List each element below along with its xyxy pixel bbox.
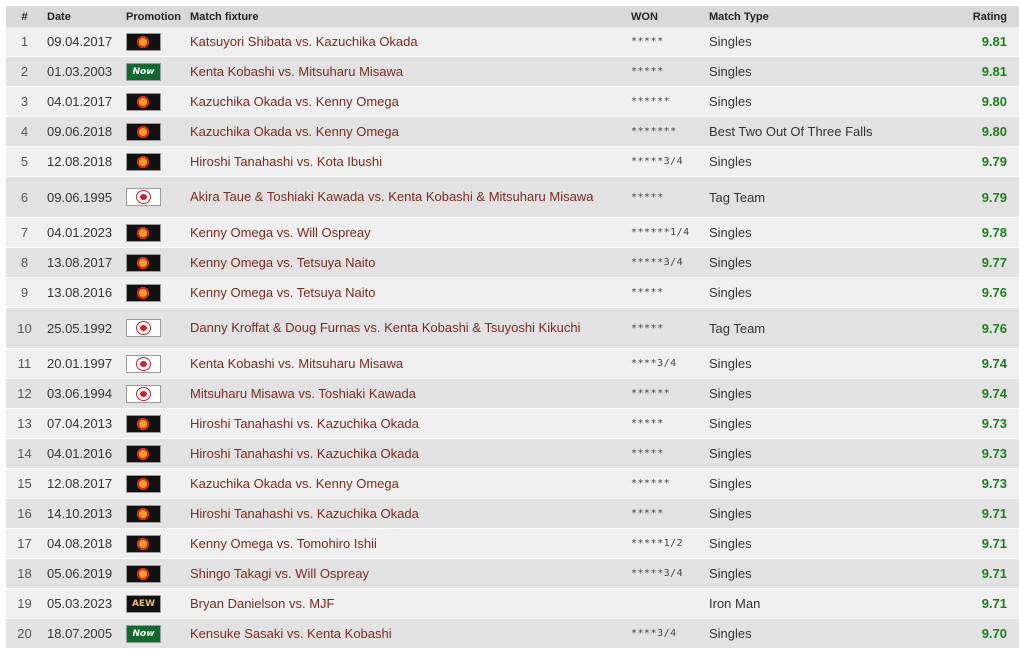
- row-date: 04.01.2023: [43, 218, 122, 248]
- header-number[interactable]: #: [6, 6, 43, 27]
- row-promotion: [122, 278, 186, 308]
- row-won-stars: [627, 589, 705, 619]
- table-row: [6, 87, 1019, 117]
- row-won-stars: ****3/4: [627, 349, 705, 379]
- row-date: 03.06.1994: [43, 379, 122, 409]
- header-date[interactable]: Date: [43, 6, 122, 27]
- table-header-row: [6, 6, 1019, 27]
- row-rating: 9.71: [924, 529, 1019, 559]
- row-match-type: Singles: [705, 278, 924, 308]
- row-rating: 9.73: [924, 439, 1019, 469]
- row-won-stars: ******: [627, 87, 705, 117]
- row-match-fixture-link[interactable]: Hiroshi Tanahashi vs. Kazuchika Okada: [186, 439, 627, 469]
- row-promotion: [122, 589, 186, 619]
- row-rank: 7: [6, 218, 43, 248]
- table-row: [6, 499, 1019, 529]
- row-rank: 12: [6, 379, 43, 409]
- row-won-stars: *****: [627, 308, 705, 349]
- row-won-stars: *****: [627, 439, 705, 469]
- noah-logo-icon[interactable]: [126, 625, 161, 643]
- table-row: [6, 379, 1019, 409]
- table-row: [6, 439, 1019, 469]
- row-match-type: Singles: [705, 218, 924, 248]
- header-match-type[interactable]: Match Type: [705, 6, 924, 27]
- row-date: 07.04.2013: [43, 409, 122, 439]
- row-match-type: Singles: [705, 529, 924, 559]
- row-match-fixture-link[interactable]: Kenny Omega vs. Will Ospreay: [186, 218, 627, 248]
- row-rank: 9: [6, 278, 43, 308]
- row-rating: 9.81: [924, 27, 1019, 57]
- ajpw-logo-icon[interactable]: [126, 188, 161, 206]
- row-won-stars: *****: [627, 177, 705, 218]
- row-match-fixture-link[interactable]: Kenny Omega vs. Tetsuya Naito: [186, 248, 627, 278]
- header-won[interactable]: WON: [627, 6, 705, 27]
- row-promotion: [122, 529, 186, 559]
- row-match-type: Singles: [705, 439, 924, 469]
- row-promotion: [122, 499, 186, 529]
- row-promotion: [122, 619, 186, 649]
- row-match-type: Singles: [705, 499, 924, 529]
- row-rating: 9.80: [924, 87, 1019, 117]
- njpw-logo-icon[interactable]: [126, 535, 161, 553]
- table-row: [6, 529, 1019, 559]
- row-rating: 9.74: [924, 349, 1019, 379]
- row-rank: 18: [6, 559, 43, 589]
- row-won-stars: ****3/4: [627, 619, 705, 649]
- row-rating: 9.71: [924, 559, 1019, 589]
- row-rank: 2: [6, 57, 43, 87]
- row-won-stars: ******: [627, 379, 705, 409]
- row-rating: 9.78: [924, 218, 1019, 248]
- row-rank: 15: [6, 469, 43, 499]
- row-rating: 9.81: [924, 57, 1019, 87]
- row-won-stars: *****: [627, 57, 705, 87]
- row-won-stars: *****: [627, 278, 705, 308]
- table-row: [6, 409, 1019, 439]
- row-match-type: Tag Team: [705, 308, 924, 349]
- row-date: 18.07.2005: [43, 619, 122, 649]
- row-match-fixture-link[interactable]: Kenta Kobashi vs. Mitsuharu Misawa: [186, 349, 627, 379]
- row-match-type: Singles: [705, 57, 924, 87]
- row-won-stars: *****: [627, 409, 705, 439]
- row-match-fixture-link[interactable]: Hiroshi Tanahashi vs. Kazuchika Okada: [186, 499, 627, 529]
- row-match-fixture-link[interactable]: Kenta Kobashi vs. Mitsuharu Misawa: [186, 57, 627, 87]
- table-row: [6, 117, 1019, 147]
- row-won-stars: *****3/4: [627, 248, 705, 278]
- row-match-type: Singles: [705, 409, 924, 439]
- row-rating: 9.77: [924, 248, 1019, 278]
- row-date: 05.06.2019: [43, 559, 122, 589]
- table-row: [6, 57, 1019, 87]
- row-rank: 6: [6, 177, 43, 218]
- match-ratings-table: [6, 6, 1019, 649]
- table-row: [6, 177, 1019, 218]
- row-date: 12.08.2017: [43, 469, 122, 499]
- row-date: 04.08.2018: [43, 529, 122, 559]
- table-row: [6, 469, 1019, 499]
- table-row: [6, 147, 1019, 177]
- header-promotion[interactable]: Promotion: [122, 6, 186, 27]
- row-rating: 9.79: [924, 177, 1019, 218]
- njpw-logo-icon[interactable]: [126, 123, 161, 141]
- row-rank: 5: [6, 147, 43, 177]
- header-rating[interactable]: Rating: [924, 6, 1019, 27]
- table-row: [6, 27, 1019, 57]
- row-match-type: Singles: [705, 248, 924, 278]
- row-rating: 9.79: [924, 147, 1019, 177]
- row-promotion: [122, 87, 186, 117]
- row-rating: 9.80: [924, 117, 1019, 147]
- row-date: 09.06.2018: [43, 117, 122, 147]
- promotion-logo-text: AEW: [131, 598, 156, 609]
- row-match-type: Singles: [705, 349, 924, 379]
- row-promotion: [122, 177, 186, 218]
- row-match-fixture-link[interactable]: Shingo Takagi vs. Will Ospreay: [186, 559, 627, 589]
- njpw-logo-icon[interactable]: [126, 153, 161, 171]
- row-date: 04.01.2017: [43, 87, 122, 117]
- njpw-logo-icon[interactable]: [126, 565, 161, 583]
- row-won-stars: *****1/2: [627, 529, 705, 559]
- njpw-logo-icon[interactable]: [126, 224, 161, 242]
- table-row: [6, 278, 1019, 308]
- row-rank: 10: [6, 308, 43, 349]
- row-promotion: [122, 57, 186, 87]
- row-match-fixture-link[interactable]: Kensuke Sasaki vs. Kenta Kobashi: [186, 619, 627, 649]
- row-won-stars: ******: [627, 469, 705, 499]
- row-promotion: [122, 308, 186, 349]
- row-match-type: Singles: [705, 87, 924, 117]
- table-body: [6, 27, 1019, 649]
- row-won-stars: *****: [627, 499, 705, 529]
- table-row: [6, 559, 1019, 589]
- row-date: 04.01.2016: [43, 439, 122, 469]
- row-promotion: [122, 379, 186, 409]
- ajpw-logo-icon[interactable]: [126, 319, 161, 337]
- row-date: 25.05.1992: [43, 308, 122, 349]
- row-promotion: [122, 349, 186, 379]
- row-rank: 11: [6, 349, 43, 379]
- row-rating: 9.71: [924, 499, 1019, 529]
- row-date: 12.08.2018: [43, 147, 122, 177]
- row-rating: 9.70: [924, 619, 1019, 649]
- ajpw-logo-icon[interactable]: [126, 385, 161, 403]
- row-rank: 20: [6, 619, 43, 649]
- table-row: [6, 248, 1019, 278]
- row-won-stars: *******: [627, 117, 705, 147]
- row-match-fixture-link[interactable]: Kenny Omega vs. Tomohiro Ishii: [186, 529, 627, 559]
- njpw-logo-icon[interactable]: [126, 505, 161, 523]
- ajpw-logo-icon[interactable]: [126, 355, 161, 373]
- table-row: [6, 619, 1019, 649]
- row-rank: 4: [6, 117, 43, 147]
- row-date: 13.08.2016: [43, 278, 122, 308]
- row-match-type: Singles: [705, 469, 924, 499]
- row-won-stars: *****: [627, 27, 705, 57]
- row-rating: 9.73: [924, 409, 1019, 439]
- row-promotion: [122, 248, 186, 278]
- njpw-logo-icon[interactable]: [126, 254, 161, 272]
- row-match-fixture-link[interactable]: Hiroshi Tanahashi vs. Kota Ibushi: [186, 147, 627, 177]
- njpw-logo-icon[interactable]: [126, 93, 161, 111]
- row-rating: 9.74: [924, 379, 1019, 409]
- row-match-type: Singles: [705, 619, 924, 649]
- row-date: 13.08.2017: [43, 248, 122, 278]
- table-row: [6, 589, 1019, 619]
- row-promotion: [122, 117, 186, 147]
- promotion-logo-text: Now: [132, 66, 155, 77]
- njpw-logo-icon[interactable]: [126, 33, 161, 51]
- row-date: 01.03.2003: [43, 57, 122, 87]
- row-match-type: Singles: [705, 559, 924, 589]
- row-date: 09.06.1995: [43, 177, 122, 218]
- row-promotion: [122, 147, 186, 177]
- row-date: 14.10.2013: [43, 499, 122, 529]
- row-rank: 17: [6, 529, 43, 559]
- row-match-fixture-link[interactable]: Kazuchika Okada vs. Kenny Omega: [186, 469, 627, 499]
- row-rank: 3: [6, 87, 43, 117]
- row-won-stars: ******1/4: [627, 218, 705, 248]
- row-promotion: [122, 27, 186, 57]
- row-match-fixture-link[interactable]: Akira Taue & Toshiaki Kawada vs. Kenta Kobashi & Mitsuharu Misawa: [186, 177, 627, 218]
- row-match-type: Singles: [705, 147, 924, 177]
- njpw-logo-icon[interactable]: [126, 475, 161, 493]
- row-date: 09.04.2017: [43, 27, 122, 57]
- row-rank: 13: [6, 409, 43, 439]
- row-match-type: Iron Man: [705, 589, 924, 619]
- header-match-fixture[interactable]: Match fixture: [186, 6, 627, 27]
- row-promotion: [122, 559, 186, 589]
- row-match-fixture-link[interactable]: Kenny Omega vs. Tetsuya Naito: [186, 278, 627, 308]
- row-match-fixture-link[interactable]: Kazuchika Okada vs. Kenny Omega: [186, 87, 627, 117]
- row-rating: 9.76: [924, 308, 1019, 349]
- row-match-fixture-link[interactable]: Katsuyori Shibata vs. Kazuchika Okada: [186, 27, 627, 57]
- row-match-fixture-link[interactable]: Hiroshi Tanahashi vs. Kazuchika Okada: [186, 409, 627, 439]
- row-won-stars: *****3/4: [627, 559, 705, 589]
- row-rank: 16: [6, 499, 43, 529]
- row-rank: 8: [6, 248, 43, 278]
- row-promotion: [122, 469, 186, 499]
- njpw-logo-icon[interactable]: [126, 445, 161, 463]
- row-won-stars: *****3/4: [627, 147, 705, 177]
- table-row: [6, 218, 1019, 248]
- promotion-logo-text: Now: [132, 628, 155, 639]
- row-date: 05.03.2023: [43, 589, 122, 619]
- row-rank: 19: [6, 589, 43, 619]
- row-match-fixture-link[interactable]: Danny Kroffat & Doug Furnas vs. Kenta Kobashi & Tsuyoshi Kikuchi: [186, 308, 627, 349]
- row-match-fixture-link[interactable]: Kazuchika Okada vs. Kenny Omega: [186, 117, 627, 147]
- table-row: [6, 349, 1019, 379]
- aew-logo-icon[interactable]: [126, 595, 161, 613]
- row-match-type: Singles: [705, 379, 924, 409]
- row-match-fixture-link[interactable]: Bryan Danielson vs. MJF: [186, 589, 627, 619]
- row-promotion: [122, 409, 186, 439]
- row-match-type: Tag Team: [705, 177, 924, 218]
- row-match-type: Singles: [705, 27, 924, 57]
- row-rating: 9.71: [924, 589, 1019, 619]
- njpw-logo-icon[interactable]: [126, 415, 161, 433]
- row-rating: 9.73: [924, 469, 1019, 499]
- njpw-logo-icon[interactable]: [126, 284, 161, 302]
- row-rank: 1: [6, 27, 43, 57]
- row-match-fixture-link[interactable]: Mitsuharu Misawa vs. Toshiaki Kawada: [186, 379, 627, 409]
- table-row: [6, 308, 1019, 349]
- row-match-type: Best Two Out Of Three Falls: [705, 117, 924, 147]
- row-promotion: [122, 218, 186, 248]
- row-date: 20.01.1997: [43, 349, 122, 379]
- noah-logo-icon[interactable]: [126, 63, 161, 81]
- row-promotion: [122, 439, 186, 469]
- row-rating: 9.76: [924, 278, 1019, 308]
- row-rank: 14: [6, 439, 43, 469]
